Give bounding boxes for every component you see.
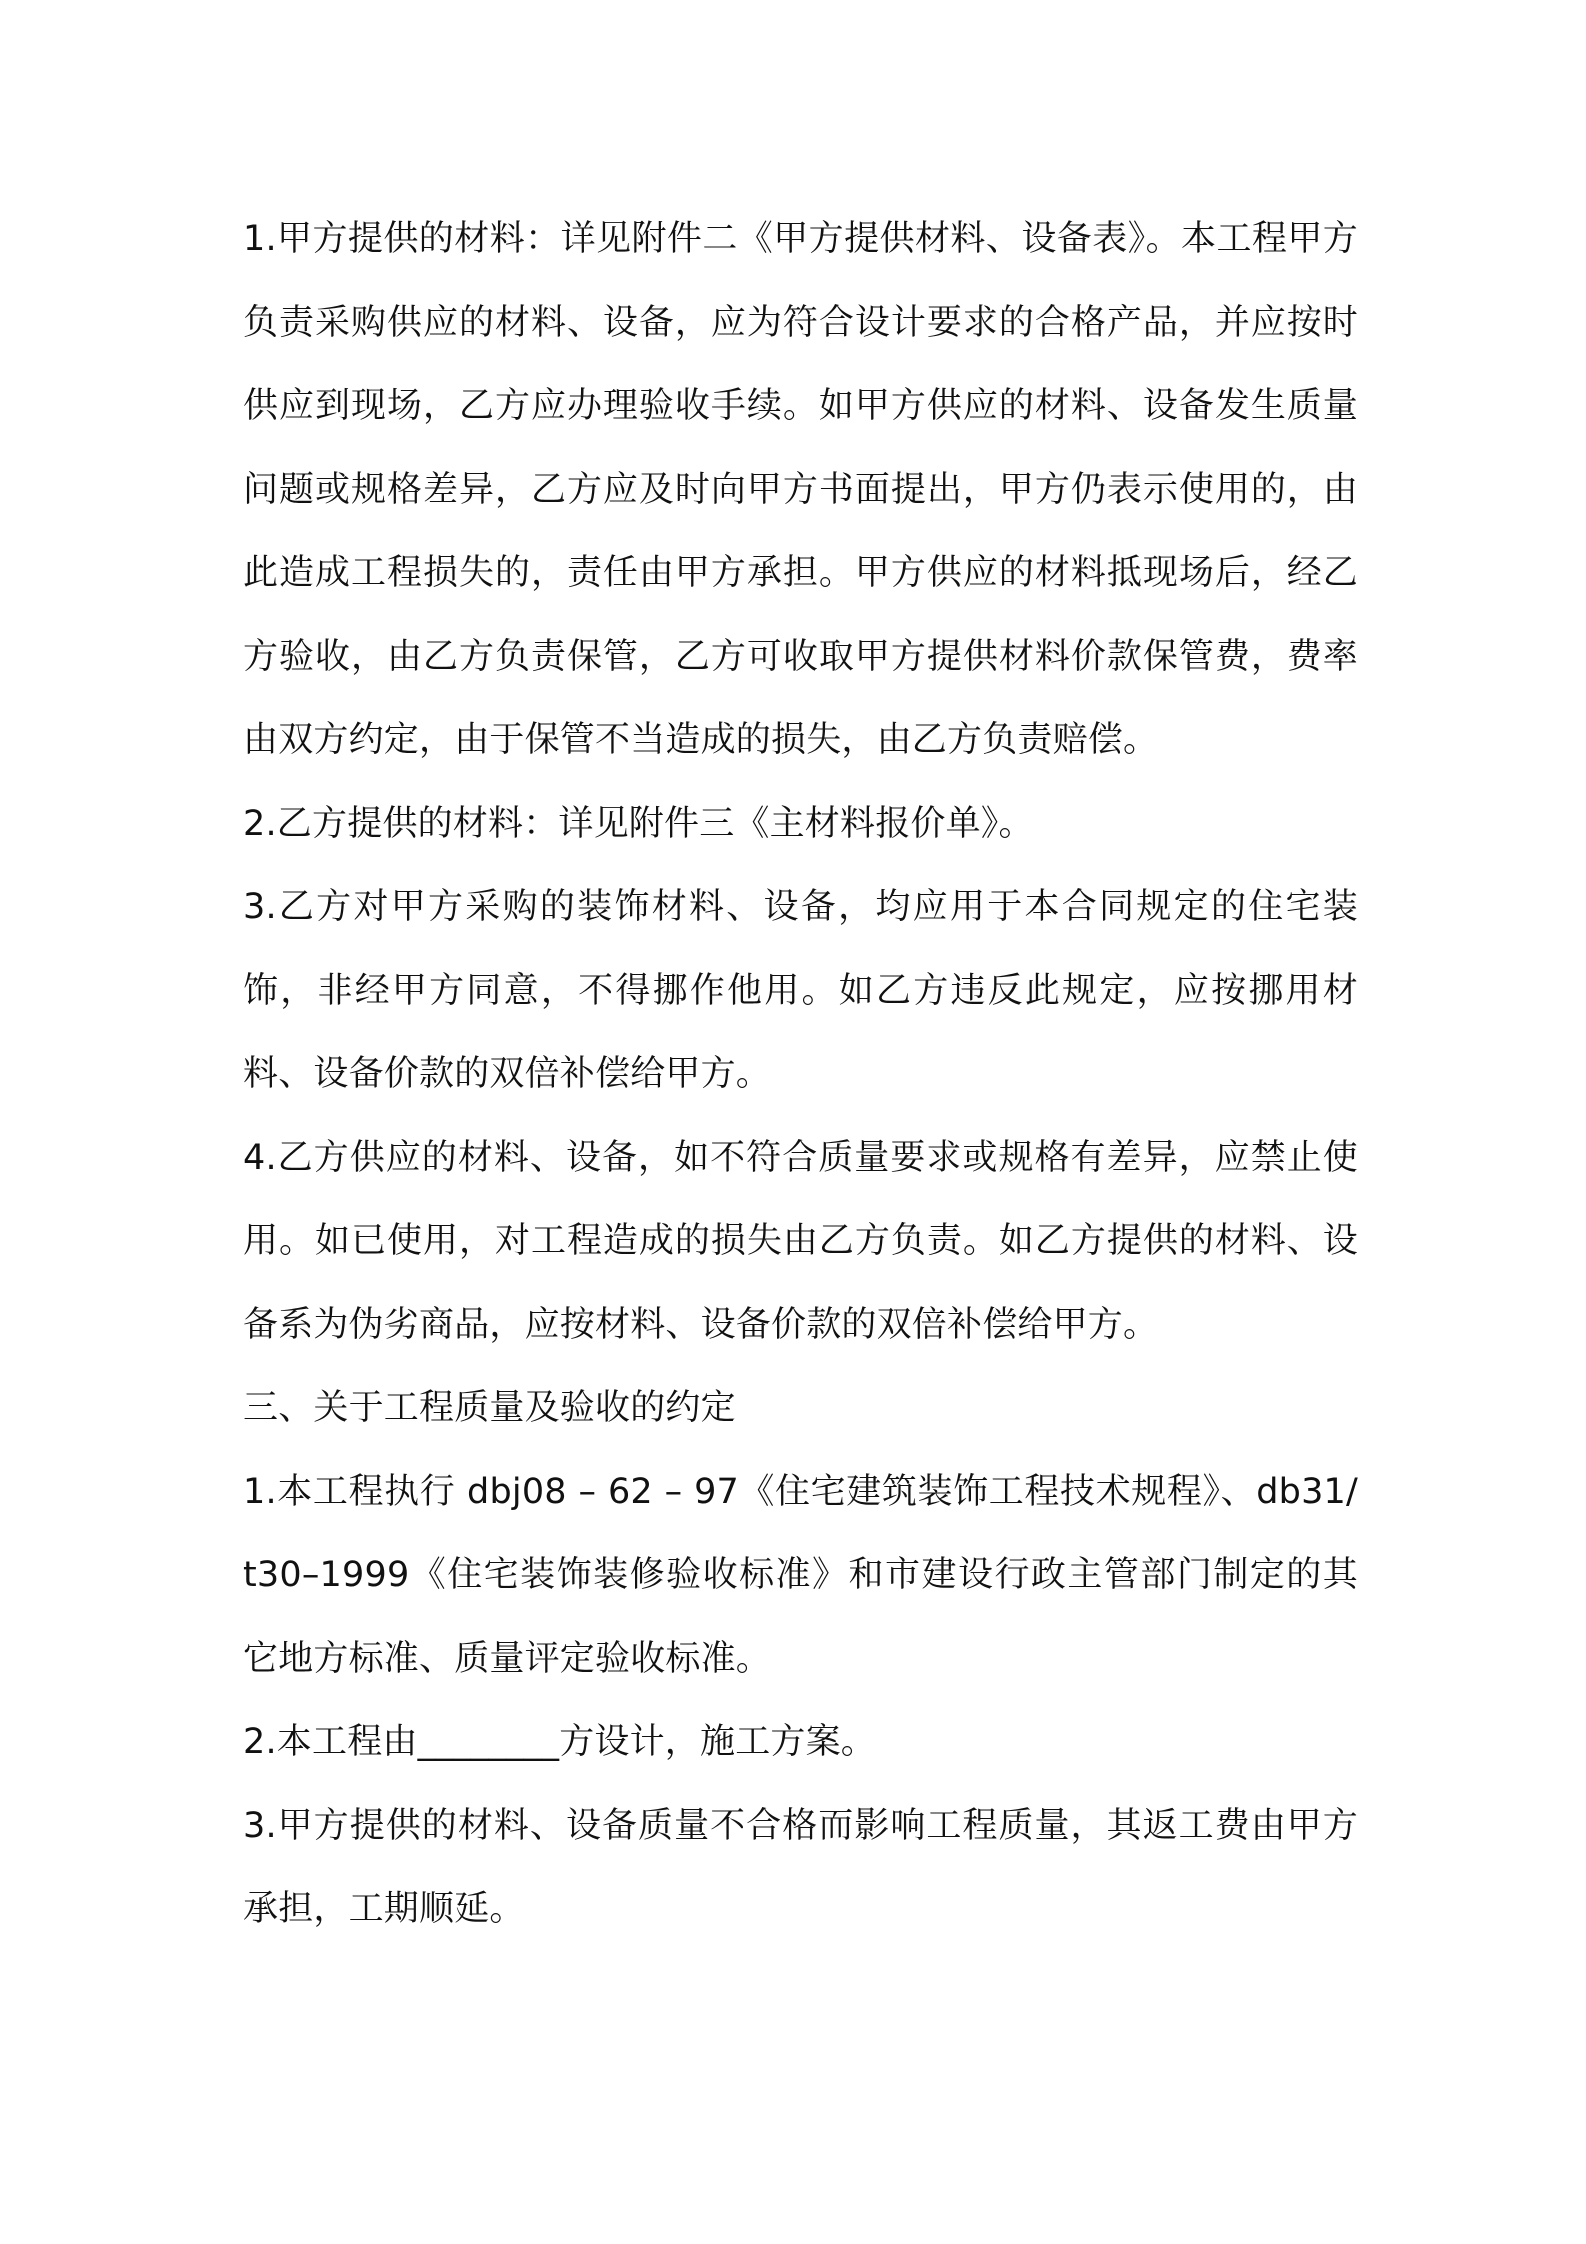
clause-materials-owner: 1.甲方提供的材料：详见附件二《甲方提供材料、设备表》。本工程甲方负责采购供应的材料、设备，应为符合设计要求的合格产品，并应按时供应到现场，乙方应办理验收手续。如甲方供应的材料、设备发生质量问题或规格差异，乙方应及时向甲方书面提出，甲方仍表示使用的，由此造成工程损失的，责任由甲方承担。甲方供应的材料抵现场后，经乙方验收，由乙方负责保管，乙方可收取甲方提供材料价款保管费，费率由双方约定，由于保管不当造成的损失，由乙方负责赔偿。 — [243, 219, 1358, 760]
clause-materials-usage: 3.乙方对甲方采购的装饰材料、设备，均应用于本合同规定的住宅装饰，非经甲方同意，不得挪作他用。如乙方违反此规定，应按挪用材料、设备价款的双倍补偿给甲方。 — [243, 887, 1358, 1094]
clause-materials-contractor: 2.乙方提供的材料：详见附件三《主材料报价单》。 — [243, 803, 1034, 844]
clause-standards: 1.本工程执行 dbj08 – 62 – 97《住宅建筑装饰工程技术规程》、db31/t30–1999《住宅装饰装修验收标准》和市建设行政主管部门制定的其它地方标准、质量评定验收标准。 — [243, 1471, 1358, 1679]
clause-design: 2.本工程由________方设计，施工方案。 — [243, 1722, 876, 1762]
document-body — [243, 198, 1358, 1952]
clause-rework-cost: 3.甲方提供的材料、设备质量不合格而影响工程质量，其返工费由甲方承担，工期顺延。 — [243, 1805, 1358, 1929]
section-heading-quality-acceptance: 三、关于工程质量及验收的约定 — [243, 1388, 736, 1428]
clause-materials-quality: 4.乙方供应的材料、设备，如不符合质量要求或规格有差异，应禁止使用。如已使用，对工程造成的损失由乙方负责。如乙方提供的材料、设备系为伪劣商品，应按材料、设备价款的双倍补偿给甲方。 — [243, 1137, 1358, 1345]
